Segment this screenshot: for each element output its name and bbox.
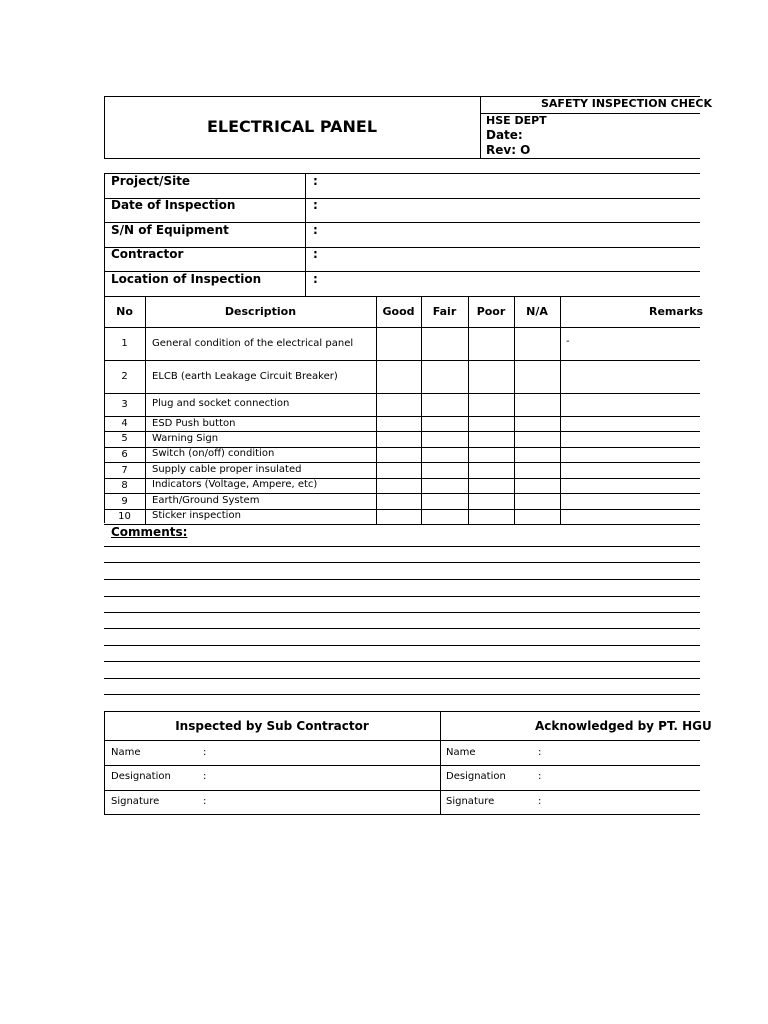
comment-line	[104, 562, 700, 563]
row-description: Earth/Ground System	[152, 495, 260, 506]
col-divider-poor	[514, 296, 515, 524]
comment-line	[104, 546, 700, 547]
signoff-left-title: Inspected by Sub Contractor	[175, 719, 369, 733]
signoff-line	[104, 765, 700, 766]
form-title: ELECTRICAL PANEL	[206, 117, 378, 136]
row-description: Switch (on/off) condition	[152, 448, 275, 459]
col-header-no: No	[116, 305, 133, 318]
header-divider	[480, 96, 481, 159]
dept-label: HSE DEPT	[486, 114, 547, 127]
row-number: 3	[121, 399, 128, 410]
col-divider-good	[421, 296, 422, 524]
row-number: 4	[121, 418, 128, 429]
col-header-description: Description	[224, 305, 297, 318]
row-number: 10	[118, 511, 131, 522]
signoff-colon: :	[538, 771, 542, 782]
signoff-bottom-border	[104, 814, 700, 815]
row-line	[104, 393, 700, 394]
row-description: General condition of the electrical panel	[152, 338, 354, 349]
row-line	[104, 327, 700, 328]
row-number: 7	[121, 465, 128, 476]
info-colon: :	[313, 247, 318, 261]
row-description: Plug and socket connection	[152, 398, 290, 409]
signoff-field-designation: Designation	[111, 771, 171, 782]
comment-line	[104, 612, 700, 613]
checklist-title: SAFETY INSPECTION CHECK	[541, 97, 713, 110]
row-line	[104, 493, 700, 494]
row-description: Sticker inspection	[152, 510, 241, 521]
row-number: 8	[121, 480, 128, 491]
info-colon: :	[313, 198, 318, 212]
row-remark: -	[566, 336, 570, 347]
row-line	[104, 462, 700, 463]
col-header-remarks: Remarks	[649, 305, 704, 318]
signoff-field-signature: Signature	[446, 796, 495, 807]
row-description: ESD Push button	[152, 418, 236, 429]
info-label-contractor: Contractor	[111, 247, 184, 261]
date-label: Date:	[486, 128, 523, 142]
signoff-top-border	[104, 711, 700, 712]
col-header-na: N/A	[526, 305, 548, 318]
info-label-serial: S/N of Equipment	[111, 223, 229, 237]
row-number: 2	[121, 371, 128, 382]
row-description: ELCB (earth Leakage Circuit Breaker)	[152, 371, 338, 382]
signoff-colon: :	[538, 796, 542, 807]
header-bottom-border	[104, 158, 700, 159]
rev-label: Rev: O	[486, 143, 531, 157]
col-divider-no	[145, 296, 146, 524]
row-line	[104, 360, 700, 361]
signoff-field-signature: Signature	[111, 796, 160, 807]
info-divider	[305, 173, 306, 296]
comments-label: Comments:	[111, 525, 188, 539]
signoff-colon: :	[203, 796, 207, 807]
col-divider-na	[560, 296, 561, 524]
row-number: 9	[121, 496, 128, 507]
signoff-field-name: Name	[446, 747, 476, 758]
info-top-border	[104, 173, 700, 174]
comment-line	[104, 645, 700, 646]
row-description: Supply cable proper insulated	[152, 464, 302, 475]
info-colon: :	[313, 223, 318, 237]
row-line	[104, 431, 700, 432]
signoff-field-designation: Designation	[446, 771, 506, 782]
row-number: 5	[121, 433, 128, 444]
signoff-line	[104, 740, 700, 741]
info-line	[104, 247, 700, 248]
comment-line	[104, 596, 700, 597]
signoff-right-title: Acknowledged by PT. HGU	[535, 719, 712, 733]
row-line	[104, 524, 700, 525]
comment-line	[104, 661, 700, 662]
col-divider-desc	[376, 296, 377, 524]
col-header-good: Good	[382, 305, 415, 318]
info-label-location: Location of Inspection	[111, 272, 262, 286]
row-description: Warning Sign	[152, 433, 219, 444]
info-colon: :	[313, 174, 318, 188]
comment-line	[104, 678, 700, 679]
info-colon: :	[313, 272, 318, 286]
signoff-colon: :	[203, 771, 207, 782]
signoff-colon: :	[538, 747, 542, 758]
info-label-date: Date of Inspection	[111, 198, 236, 212]
col-header-poor: Poor	[476, 305, 506, 318]
row-description: Indicators (Voltage, Ampere, etc)	[152, 479, 318, 490]
comment-line	[104, 579, 700, 580]
row-number: 1	[121, 338, 128, 349]
signoff-line	[104, 790, 700, 791]
col-divider-fair	[468, 296, 469, 524]
row-number: 6	[121, 449, 128, 460]
comment-line	[104, 694, 700, 695]
row-line	[104, 416, 700, 417]
signoff-field-name: Name	[111, 747, 141, 758]
col-header-fair: Fair	[432, 305, 457, 318]
info-label-project: Project/Site	[111, 174, 191, 188]
signoff-divider	[440, 711, 441, 815]
info-line	[104, 296, 700, 297]
signoff-colon: :	[203, 747, 207, 758]
comment-line	[104, 628, 700, 629]
